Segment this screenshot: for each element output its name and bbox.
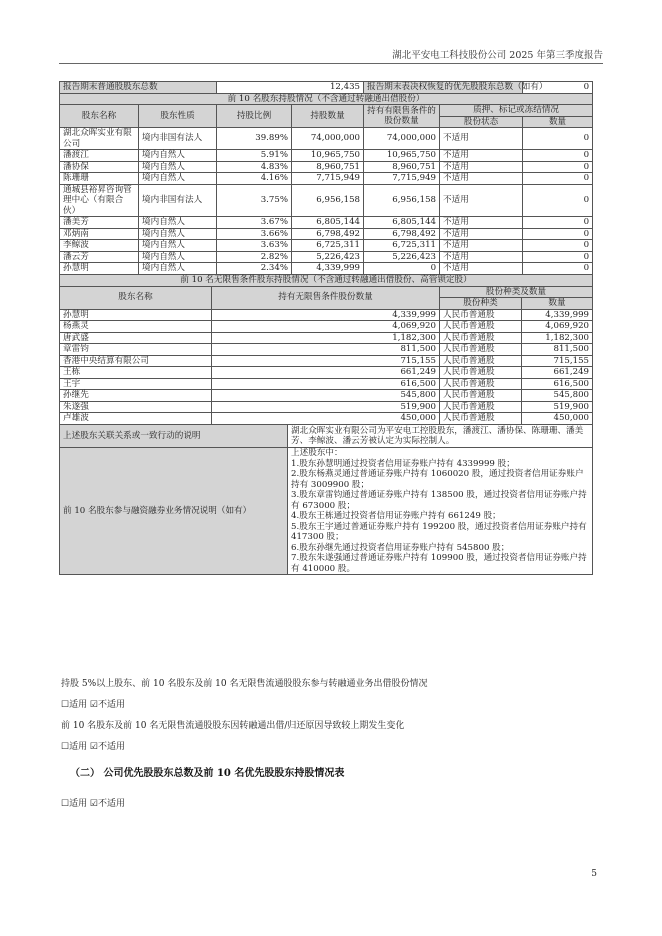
shareholder-restricted: 6,798,492 <box>364 228 440 240</box>
unrestricted-name: 孙慧明 <box>60 309 212 321</box>
table-row <box>60 150 593 162</box>
share-kind: 人民币普通股 <box>440 332 522 344</box>
shareholder-qty: 4,339,999 <box>292 263 364 275</box>
shareholder-restricted: 6,805,144 <box>364 217 440 229</box>
pledge-count: 0 <box>523 251 593 263</box>
shareholder-ratio: 3.67% <box>217 217 292 229</box>
header-rule <box>59 63 603 64</box>
unrestricted-qty: 545,800 <box>212 390 440 402</box>
shareholder-name: 潘协保 <box>60 161 139 173</box>
unrestricted-name: 王栋 <box>60 367 212 379</box>
shareholder-qty: 6,798,492 <box>292 228 364 240</box>
shareholder-nature: 境内自然人 <box>139 161 217 173</box>
share-kind: 人民币普通股 <box>440 390 522 402</box>
shareholder-qty: 5,226,423 <box>292 251 364 263</box>
unrestricted-qty: 715,155 <box>212 355 440 367</box>
share-count: 715,155 <box>522 355 593 367</box>
shareholder-name: 潘渡江 <box>60 150 139 162</box>
pledge-count: 0 <box>523 184 593 217</box>
table-row <box>60 240 593 252</box>
u-col-kind: 股份种类 <box>440 298 522 310</box>
col-count: 数量 <box>523 116 593 128</box>
u-col-kind-group: 股份种类及数量 <box>440 286 593 298</box>
table-row <box>60 355 593 367</box>
share-count: 450,000 <box>522 413 593 425</box>
report-header: 湖北平安电工科技股份公司 2025 年第三季度报告 <box>392 50 603 61</box>
lending-change-checkbox: ☐适用 ☑不适用 <box>61 742 125 752</box>
share-count: 811,500 <box>522 344 593 356</box>
unrestricted-qty: 661,249 <box>212 367 440 379</box>
table-row <box>60 217 593 229</box>
shareholder-ratio: 2.34% <box>217 263 292 275</box>
unrestricted-name: 孙继先 <box>60 390 212 402</box>
col-pledge: 质押、标记或冻结情况 <box>440 105 593 117</box>
shareholder-nature: 境内自然人 <box>139 217 217 229</box>
unrestricted-qty: 616,500 <box>212 378 440 390</box>
share-kind: 人民币普通股 <box>440 321 522 333</box>
pledge-status: 不适用 <box>440 128 523 150</box>
notes-table <box>59 424 593 575</box>
shareholder-qty: 6,725,311 <box>292 240 364 252</box>
unrestricted-qty: 811,500 <box>212 344 440 356</box>
unrestricted-name: 卢雄波 <box>60 413 212 425</box>
col-status: 股份状态 <box>440 116 523 128</box>
unrestricted-qty: 4,069,920 <box>212 321 440 333</box>
share-count: 545,800 <box>522 390 593 402</box>
table-row <box>60 251 593 263</box>
page-number: 5 <box>591 869 597 879</box>
pledge-status: 不适用 <box>440 173 523 185</box>
table-row <box>60 413 593 425</box>
table-row <box>60 401 593 413</box>
common-holders-value: 12,435 <box>217 82 364 94</box>
shareholder-ratio: 39.89% <box>217 128 292 150</box>
shareholder-qty: 10,965,750 <box>292 150 364 162</box>
shareholder-name: 陈珊珊 <box>60 173 139 185</box>
unrestricted-title: 前 10 名无限售条件股东持股情况（不含通过转融通出借股份、高管锁定股） <box>60 275 593 287</box>
table-row <box>60 309 593 321</box>
top10-shareholders-table <box>59 81 593 275</box>
share-kind: 人民币普通股 <box>440 355 522 367</box>
unrestricted-name: 杨燕灵 <box>60 321 212 333</box>
share-count: 616,500 <box>522 378 593 390</box>
shareholder-ratio: 3.66% <box>217 228 292 240</box>
margin-line: 6.股东孙继先通过投资者信用证券账户持有 545800 股； <box>291 542 510 553</box>
shareholder-name: 潘云芳 <box>60 251 139 263</box>
u-col-qty: 持有无限售条件股份数量 <box>212 286 440 309</box>
lending-checkbox: ☐适用 ☑不适用 <box>61 700 125 710</box>
pledge-count: 0 <box>523 263 593 275</box>
lending-change-note: 前 10 名股东及前 10 名无限售流通股股东因转融通出借/归还原因导致较上期发生变化 <box>61 721 405 731</box>
share-count: 4,339,999 <box>522 309 593 321</box>
pledge-count: 0 <box>523 161 593 173</box>
margin-line: 5.股东王宇通过普通证券账户持有 199200 股，通过投资者信用证券账户持有 417300 股； <box>291 521 587 542</box>
pledge-status: 不适用 <box>440 161 523 173</box>
unrestricted-name: 朱遂强 <box>60 401 212 413</box>
margin-line: 3.股东章雷钧通过普通证券账户持有 138500 股，通过投资者信用证券账户持有 673000 股； <box>291 490 587 511</box>
top10-title: 前 10 名股东持股情况（不含通过转融通出借股份） <box>60 93 593 105</box>
shareholder-name: 潘美芳 <box>60 217 139 229</box>
share-kind: 人民币普通股 <box>440 344 522 356</box>
shareholder-restricted: 74,000,000 <box>364 128 440 150</box>
shareholder-name: 邓炳南 <box>60 228 139 240</box>
pledge-count: 0 <box>523 173 593 185</box>
shareholder-nature: 境内自然人 <box>139 240 217 252</box>
shareholder-name: 湖北众晖实业有限公司 <box>60 128 139 150</box>
unrestricted-qty: 450,000 <box>212 413 440 425</box>
pledge-status: 不适用 <box>440 251 523 263</box>
shareholder-qty: 7,715,949 <box>292 173 364 185</box>
pledge-status: 不适用 <box>440 217 523 229</box>
u-col-name: 股东名称 <box>60 286 212 309</box>
table-row <box>60 344 593 356</box>
shareholder-qty: 6,805,144 <box>292 217 364 229</box>
pledge-status: 不适用 <box>440 240 523 252</box>
col-name: 股东名称 <box>60 105 139 128</box>
table-row <box>60 378 593 390</box>
col-restricted: 持有有限售条件的股份数量 <box>364 105 440 128</box>
table-row <box>60 263 593 275</box>
pledge-status: 不适用 <box>440 228 523 240</box>
related-label: 上述股东关联关系或一致行动的说明 <box>60 425 288 448</box>
table-row <box>60 332 593 344</box>
related-text: 湖北众晖实业有限公司为平安电工控股股东，潘渡江、潘协保、陈珊珊、潘美芳、李鲸波、潘云芳被认定为实际控制人。 <box>288 425 593 448</box>
table-row <box>60 184 593 217</box>
shareholder-restricted: 8,960,751 <box>364 161 440 173</box>
margin-line: 7.股东朱遂强通过普通证券账户持有 109900 股，通过投资者信用证券账户持有 410000 股。 <box>291 553 587 574</box>
margin-line: 上述股东中： <box>291 448 343 458</box>
shareholder-restricted: 5,226,423 <box>364 251 440 263</box>
shareholder-qty: 74,000,000 <box>292 128 364 150</box>
shareholder-ratio: 5.91% <box>217 150 292 162</box>
shareholder-restricted: 10,965,750 <box>364 150 440 162</box>
share-kind: 人民币普通股 <box>440 367 522 379</box>
shareholder-restricted: 6,725,311 <box>364 240 440 252</box>
shareholder-name: 孙慧明 <box>60 263 139 275</box>
col-qty: 持股数量 <box>292 105 364 128</box>
pref-holders-label: 报告期末表决权恢复的优先股股东总数（如有） <box>364 82 523 94</box>
margin-line: 1.股东孙慧明通过投资者信用证券账户持有 4339999 股； <box>291 458 515 469</box>
share-count: 1,182,300 <box>522 332 593 344</box>
share-count: 519,900 <box>522 401 593 413</box>
shareholder-nature: 境内非国有法人 <box>139 184 217 217</box>
shareholder-nature: 境内自然人 <box>139 251 217 263</box>
preferred-checkbox: ☐适用 ☑不适用 <box>61 799 125 809</box>
margin-line: 2.股东杨燕灵通过普通证券账户持有 1060020 股，通过投资者信用证券账户持有 3009900 股； <box>291 469 584 490</box>
shareholder-ratio: 3.63% <box>217 240 292 252</box>
shareholder-restricted: 0 <box>364 263 440 275</box>
table-row <box>60 228 593 240</box>
shareholder-nature: 境内自然人 <box>139 228 217 240</box>
shareholder-nature: 境内非国有法人 <box>139 128 217 150</box>
unrestricted-name: 王宇 <box>60 378 212 390</box>
share-kind: 人民币普通股 <box>440 309 522 321</box>
unrestricted-qty: 1,182,300 <box>212 332 440 344</box>
section-heading: （二） 公司优先股股东总数及前 10 名优先股股东持股情况表 <box>70 768 345 779</box>
pledge-count: 0 <box>523 240 593 252</box>
unrestricted-name: 唐武盛 <box>60 332 212 344</box>
shareholder-restricted: 7,715,949 <box>364 173 440 185</box>
shareholder-name: 李鲸波 <box>60 240 139 252</box>
margin-text <box>288 448 593 575</box>
shareholder-nature: 境内自然人 <box>139 173 217 185</box>
lending-note: 持股 5%以上股东、前 10 名股东及前 10 名无限售流通股股东参与转融通业务出借股份情况 <box>61 679 428 689</box>
share-count: 661,249 <box>522 367 593 379</box>
table-row <box>60 161 593 173</box>
shareholder-ratio: 4.83% <box>217 161 292 173</box>
share-count: 4,069,920 <box>522 321 593 333</box>
shareholder-qty: 6,956,158 <box>292 184 364 217</box>
shareholder-ratio: 4.16% <box>217 173 292 185</box>
unrestricted-qty: 4,339,999 <box>212 309 440 321</box>
unrestricted-name: 香港中央结算有限公司 <box>60 355 212 367</box>
margin-line: 4.股东王栋通过投资者信用证券账户持有 661249 股； <box>291 511 501 521</box>
unrestricted-qty: 519,900 <box>212 401 440 413</box>
margin-label: 前 10 名股东参与融资融券业务情况说明（如有） <box>60 448 288 575</box>
table-row <box>60 390 593 402</box>
table-row <box>60 321 593 333</box>
table-row <box>60 367 593 379</box>
u-col-count: 数量 <box>522 298 593 310</box>
shareholder-ratio: 2.82% <box>217 251 292 263</box>
pledge-count: 0 <box>523 150 593 162</box>
table-row <box>60 173 593 185</box>
pledge-count: 0 <box>523 217 593 229</box>
table-row <box>60 128 593 150</box>
common-holders-label: 报告期末普通股股东总数 <box>60 82 217 94</box>
pledge-count: 0 <box>523 228 593 240</box>
top10-unrestricted-table <box>59 274 593 425</box>
share-kind: 人民币普通股 <box>440 401 522 413</box>
pledge-count: 0 <box>523 128 593 150</box>
share-kind: 人民币普通股 <box>440 413 522 425</box>
share-kind: 人民币普通股 <box>440 378 522 390</box>
col-nature: 股东性质 <box>139 105 217 128</box>
shareholder-restricted: 6,956,158 <box>364 184 440 217</box>
shareholder-qty: 8,960,751 <box>292 161 364 173</box>
shareholder-ratio: 3.75% <box>217 184 292 217</box>
pledge-status: 不适用 <box>440 184 523 217</box>
shareholder-name: 通城县裕昇咨询管理中心（有限合伙） <box>60 184 139 217</box>
unrestricted-name: 章雷钧 <box>60 344 212 356</box>
pledge-status: 不适用 <box>440 263 523 275</box>
pledge-status: 不适用 <box>440 150 523 162</box>
pref-holders-value: 0 <box>523 82 593 94</box>
shareholder-nature: 境内自然人 <box>139 263 217 275</box>
shareholder-nature: 境内自然人 <box>139 150 217 162</box>
col-ratio: 持股比例 <box>217 105 292 128</box>
